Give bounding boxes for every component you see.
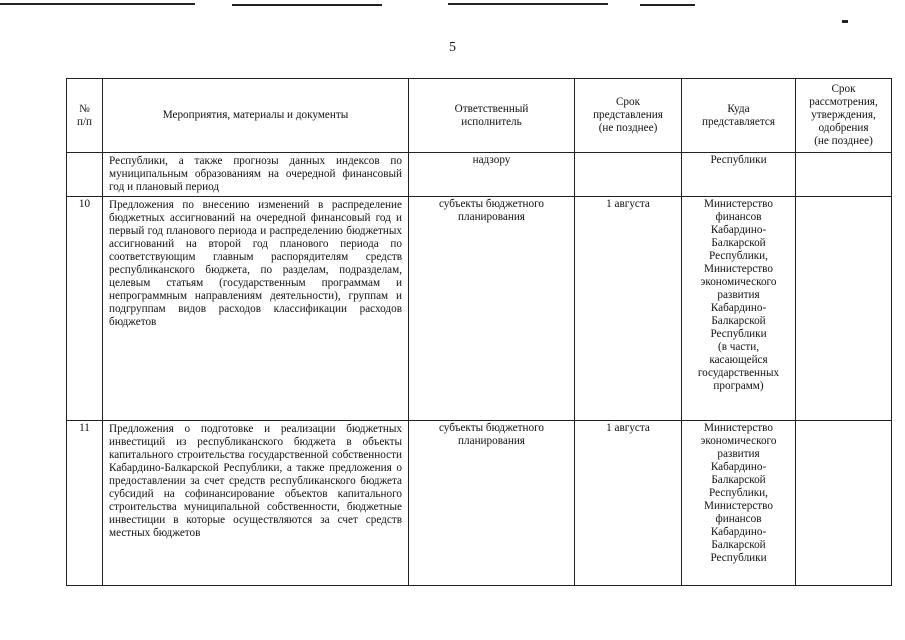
cell-num: 10 [67, 197, 103, 421]
table-row [67, 421, 892, 586]
cell-measure: Предложения по внесению изменений в распределение бюджетных ассигнований на очередной финансовый год и первый год планового периода и распределению бюджетных ассигнований на второй год планового периода по соответствующим главным распорядителям средств республиканского бюджета, по разделам, подразделам, целевым статьям (государственным программам и непрограммным направлениям деятельности), группам и подгруппам видов расходов классификации расходов бюджетов [103, 197, 409, 421]
cell-destination: Республики [682, 153, 796, 197]
page-number: 5 [449, 40, 456, 55]
table-row [67, 197, 892, 421]
header-measure: Мероприятия, материалы и документы [103, 79, 409, 153]
document-table [66, 78, 892, 586]
cell-measure: Республики, а также прогнозы данных индексов по муниципальным образованиям на очередной финансовый год и плановый период [103, 153, 409, 197]
cell-deadline [575, 153, 682, 197]
cell-review [796, 153, 892, 197]
cell-destination: Министерство финансов Кабардино- Балкарской Республики, Министерство экономического развития Кабардино- Балкарской Республики (в части, касающейся государственных программ) [682, 197, 796, 421]
cell-deadline: 1 августа [575, 197, 682, 421]
header-responsible: Ответственный исполнитель [409, 79, 575, 153]
scan-artifact-top-lines [0, 0, 905, 10]
table-row [67, 153, 892, 197]
cell-responsible: надзору [409, 153, 575, 197]
cell-num [67, 153, 103, 197]
header-destination: Куда представляется [682, 79, 796, 153]
header-review: Срок рассмотрения, утверждения, одобрения (не позднее) [796, 79, 892, 153]
header-num: № п/п [67, 79, 103, 153]
cell-deadline: 1 августа [575, 421, 682, 586]
cell-responsible: субъекты бюджетного планирования [409, 197, 575, 421]
cell-responsible: субъекты бюджетного планирования [409, 421, 575, 586]
cell-num: 11 [67, 421, 103, 586]
cell-review [796, 197, 892, 421]
header-deadline: Срок представления (не позднее) [575, 79, 682, 153]
cell-review [796, 421, 892, 586]
cell-measure: Предложения о подготовке и реализации бюджетных инвестиций из республиканского бюджета в объекты капитального строительства государственной собственности Кабардино-Балкарской Республики, а также предложения о предоставлении за счет средств республиканского бюджета субсидий на софинансирование объектов капитального строительства муниципальной собственности, бюджетные инвестиции в которые осуществляются за счет средств местных бюджетов [103, 421, 409, 586]
cell-destination: Министерство экономического развития Кабардино- Балкарской Республики, Министерство финансов Кабардино- Балкарской Республики [682, 421, 796, 586]
table-header-row [67, 79, 892, 153]
